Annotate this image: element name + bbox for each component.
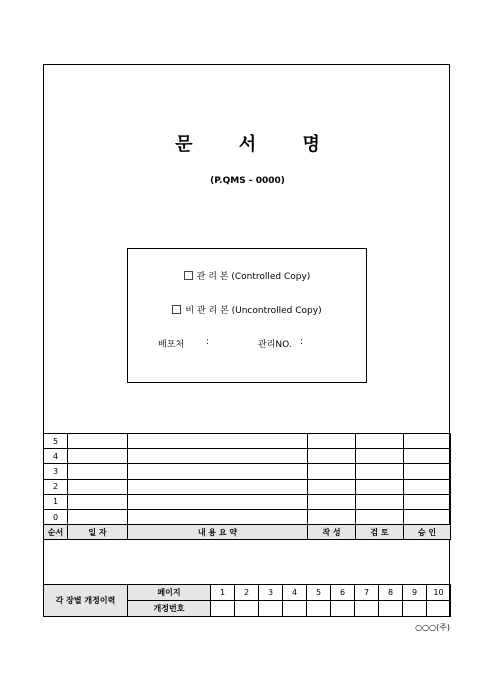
blank-area [43,550,450,585]
page-number: 10 [427,585,451,601]
copy-control-box [127,248,367,383]
page-number: 1 [211,585,235,601]
table-row [44,585,451,601]
date-cell[interactable] [68,509,128,524]
header-approve: 승 인 [404,525,451,540]
revision-cell[interactable] [403,601,427,617]
page-number: 9 [403,585,427,601]
revision-cell[interactable] [355,601,379,617]
document-title: 문 서 명 [175,134,340,155]
author-cell[interactable] [308,509,356,524]
revision-cell[interactable] [331,601,355,617]
page-number: 5 [307,585,331,601]
control-no-colon: : [300,337,304,347]
table-row [44,464,451,479]
checkbox-icon[interactable] [184,271,193,280]
company-name: ○○○(주) [415,623,450,632]
distribution-colon: : [206,337,210,347]
page-number: 3 [259,585,283,601]
document-code: (P.QMS - 0000) [210,176,285,186]
controlled-copy-option[interactable] [128,269,366,282]
review-cell[interactable] [356,449,404,464]
approve-cell[interactable] [404,434,451,449]
revision-cell[interactable] [259,601,283,617]
summary-cell[interactable] [128,464,308,479]
seq-cell: 2 [44,479,68,494]
review-cell[interactable] [356,509,404,524]
date-cell[interactable] [68,494,128,509]
author-cell[interactable] [308,494,356,509]
review-cell[interactable] [356,494,404,509]
revision-number-label: 개정번호 [128,601,211,617]
page-number: 6 [331,585,355,601]
controlled-copy-label: 관 리 본 (Controlled Copy) [196,272,311,282]
control-no-label: 관리NO. [258,340,292,350]
date-cell[interactable] [68,434,128,449]
approve-cell[interactable] [404,509,451,524]
approve-cell[interactable] [404,449,451,464]
table-row [44,449,451,464]
summary-cell[interactable] [128,509,308,524]
seq-cell: 3 [44,464,68,479]
approve-cell[interactable] [404,494,451,509]
revision-cell[interactable] [379,601,403,617]
summary-cell[interactable] [128,434,308,449]
page-label: 페이지 [128,585,211,601]
header-seq: 순서 [44,525,68,540]
table-header-row [44,525,451,540]
header-review: 검 토 [356,525,404,540]
review-cell[interactable] [356,434,404,449]
table-row [44,509,451,524]
author-cell[interactable] [308,479,356,494]
page-number: 7 [355,585,379,601]
summary-cell[interactable] [128,479,308,494]
author-cell[interactable] [308,464,356,479]
revision-history-table [43,433,451,540]
header-date: 일 자 [68,525,128,540]
distribution-label: 배포처 [158,340,185,350]
author-cell[interactable] [308,434,356,449]
table-row [44,479,451,494]
summary-cell[interactable] [128,449,308,464]
date-cell[interactable] [68,479,128,494]
date-cell[interactable] [68,449,128,464]
author-cell[interactable] [308,449,356,464]
uncontrolled-copy-option[interactable] [128,303,366,316]
revision-cell[interactable] [307,601,331,617]
revision-cell[interactable] [235,601,259,617]
seq-cell: 5 [44,434,68,449]
table-row [44,434,451,449]
seq-cell: 0 [44,509,68,524]
approve-cell[interactable] [404,464,451,479]
uncontrolled-copy-label: 비 관 리 본 (Uncontrolled Copy) [185,306,322,316]
table-row [44,494,451,509]
checkbox-icon[interactable] [172,305,181,314]
header-summary: 내 용 요 약 [128,525,308,540]
seq-cell: 4 [44,449,68,464]
page-number: 2 [235,585,259,601]
review-cell[interactable] [356,464,404,479]
page-history-label: 각 장별 개정이력 [44,585,128,617]
revision-cell[interactable] [427,601,451,617]
page-revision-table [43,584,451,617]
revision-cell[interactable] [283,601,307,617]
header-author: 작 성 [308,525,356,540]
seq-cell: 1 [44,494,68,509]
summary-cell[interactable] [128,494,308,509]
page-number: 8 [379,585,403,601]
page-number: 4 [283,585,307,601]
approve-cell[interactable] [404,479,451,494]
date-cell[interactable] [68,464,128,479]
revision-cell[interactable] [211,601,235,617]
review-cell[interactable] [356,479,404,494]
